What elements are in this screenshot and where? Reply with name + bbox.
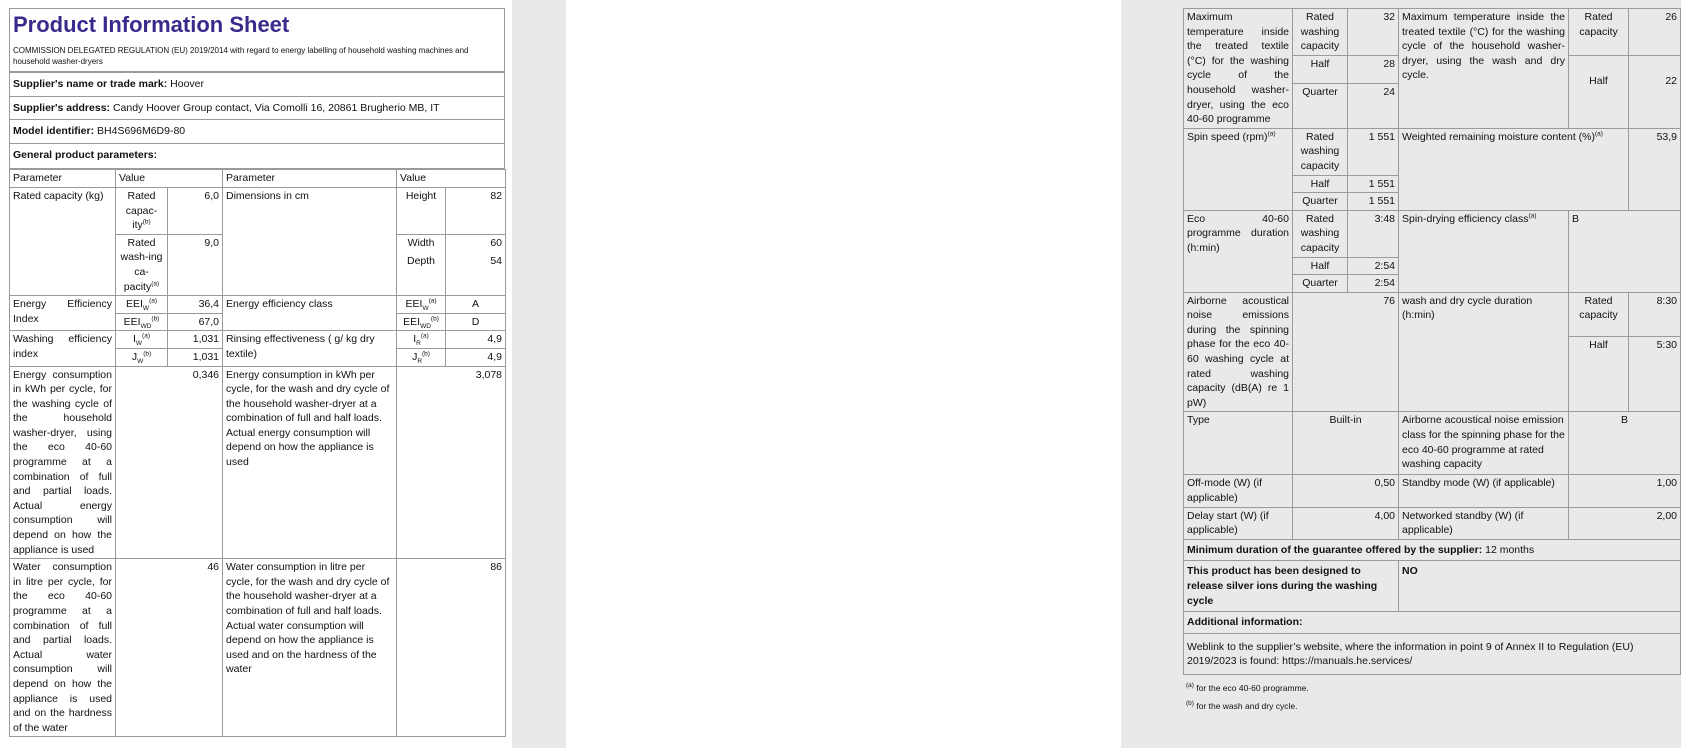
col-value-2: Value (397, 170, 506, 188)
rinse-label: Rinsing effectiveness ( g/ kg dry textile) (223, 331, 397, 366)
r-subscript: R (416, 340, 421, 348)
supplier-name-value: Hoover (170, 78, 204, 90)
supplier-name-row (10, 73, 505, 97)
max-temp-half-value: 28 (1348, 55, 1399, 83)
rated-cap-text: Rated capac-ity (125, 189, 158, 232)
a-footnote: (a) (149, 297, 158, 305)
water-cons-value: 46 (116, 559, 223, 737)
page-title: Product Information Sheet (13, 12, 290, 37)
iw-symbol (116, 331, 168, 349)
wd-subscript: WD (140, 322, 152, 330)
noise-class-label: Airborne acoustical noise emission class for the spinning phase for the eco 40-60 programme at rated washing capacity (1399, 412, 1569, 475)
ee-class-label: Energy efficiency class (223, 296, 397, 331)
r-subscript: R (417, 358, 423, 365)
model-row (10, 120, 505, 144)
col-parameter-2: Parameter (223, 170, 397, 188)
header-info-table (9, 72, 505, 169)
wash-eff-label: Washing efficiency index (10, 331, 116, 366)
eeiwd-symbol (116, 313, 168, 331)
wd-subscript: WD (420, 322, 431, 330)
wd-duration-rated-value: 8:30 (1629, 292, 1681, 337)
spin-half-label: Half (1293, 175, 1348, 193)
ir-value: 4,9 (446, 331, 506, 349)
type-value: Built-in (1293, 412, 1399, 475)
silver-label: This product has been designed to release silver ions during the washing cycle (1184, 561, 1399, 612)
wd-duration-half-value: 5:30 (1629, 337, 1681, 412)
eei-label: Energy Efficiency Index (10, 296, 116, 331)
col-parameter-1: Parameter (10, 170, 116, 188)
width-label: Width (407, 236, 435, 249)
max-temp-rated-label: Rated washing capacity (1293, 9, 1348, 56)
weblink-value[interactable]: https://manuals.he.services/ (1282, 655, 1413, 668)
delay-row (1184, 507, 1681, 539)
additional-row (1184, 612, 1681, 634)
j-text: J (412, 350, 418, 363)
additional-label: Additional information: (1184, 612, 1681, 634)
a-footnote: (a) (142, 332, 150, 340)
jr-value: 4,9 (446, 348, 506, 366)
eeiw-symbol (116, 296, 168, 314)
water-cons-label: Water consumption in litre per cycle, for the eco 40-60 programme at a combination of full and partial loads. Actual water consumption will depend on how the appliance is used and on the hardness of the water (10, 559, 116, 737)
j-text: J (131, 350, 138, 363)
a-footnote: (a) (1267, 130, 1276, 138)
rated-cap-value: 6,0 (168, 187, 223, 234)
max-temp-quarter-label: Quarter (1293, 83, 1348, 128)
general-params-label: General product parameters: (10, 143, 505, 169)
noise-value: 76 (1293, 292, 1399, 412)
max-temp-half-label: Half (1293, 55, 1348, 83)
noise-label: Airborne acoustical noise emissions during the spinning phase for the eco 40-60 washing cycle at rated washing capacity (dB(A) re 1 pW) (1184, 292, 1293, 412)
wd-duration-half-label: Half (1569, 337, 1629, 412)
max-temp-wd-label: Maximum temperature inside the treated textile (°C) for the washing cycle of the household washer-dryer, using the wash and dry cycle. (1399, 9, 1569, 129)
max-temp-rated-value: 32 (1348, 9, 1399, 56)
rated-wash-value: 9,0 (168, 234, 223, 295)
b-footnote: (b) (151, 315, 160, 323)
spin-label-cell (1184, 128, 1293, 210)
spin-row-1 (1184, 128, 1681, 175)
standby-label: Standby mode (W) (if applicable) (1399, 475, 1569, 507)
duration-quarter-label: Quarter (1293, 275, 1348, 293)
energy-consumption-row (10, 366, 506, 559)
footnote-a-text: for the eco 40-60 programme. (1196, 682, 1309, 693)
general-params-row (10, 143, 505, 169)
max-temp-quarter-value: 24 (1348, 83, 1399, 128)
max-temp-wd-half-value: 22 (1629, 55, 1681, 128)
i-text: I (132, 333, 136, 346)
offmode-label: Off-mode (W) (if applicable) (1184, 475, 1293, 507)
w-subscript: W (142, 305, 150, 313)
silver-row (1184, 561, 1681, 612)
water-cons-wd-label: Water consumption in litre per cycle, for the wash and dry cycle of the household washer-dryer at a combination of full and half loads. Actual water consumption will depend on how the appliance is used and on the hardness of the water (223, 559, 397, 737)
ee-class-wd-symbol (397, 313, 446, 331)
dimensions-label: Dimensions in cm (223, 187, 397, 295)
page-1 (0, 0, 512, 748)
width-depth-values (446, 234, 506, 295)
width-value: 60 (490, 236, 503, 249)
ir-symbol (397, 331, 446, 349)
w-subscript: W (422, 305, 429, 313)
product-sheet-part-1 (9, 8, 505, 737)
spin-class-label: Spin-drying efficiency class (1402, 212, 1529, 225)
max-temp-wd-rated-label: Rated capacity (1569, 9, 1629, 56)
jw-symbol (116, 348, 168, 366)
supplier-address-row (10, 96, 505, 120)
ee-class-w-value: A (446, 296, 506, 314)
rated-capacity-label: Rated capacity (kg) (10, 187, 116, 295)
offmode-row (1184, 475, 1681, 507)
width-depth-labels (397, 234, 446, 295)
eei-text: EEI (403, 315, 421, 328)
offmode-value: 0,50 (1293, 475, 1399, 507)
a-footnote: (a) (1594, 130, 1603, 138)
duration-rated-value: 3:48 (1348, 210, 1399, 257)
iw-value: 1,031 (168, 331, 223, 349)
w-subscript: W (135, 340, 143, 348)
model-label: Model identifier: (13, 125, 95, 138)
duration-half-label: Half (1293, 257, 1348, 275)
moisture-label-cell (1399, 128, 1629, 210)
type-row (1184, 412, 1681, 475)
energy-cons-value: 0,346 (116, 366, 223, 559)
product-sheet-part-2 (1183, 8, 1680, 715)
rated-wash-footnote: (a) (151, 280, 160, 288)
jr-symbol (397, 348, 446, 366)
duration-rated-label: Rated washing capacity (1293, 210, 1348, 257)
spin-label: Spin speed (rpm) (1187, 130, 1268, 143)
params-table-2 (1183, 8, 1681, 675)
wd-duration-rated-label: Rated capacity (1569, 292, 1629, 337)
weblink-cell (1184, 633, 1681, 674)
silver-value: NO (1399, 561, 1681, 612)
a-footnote: (a) (1528, 212, 1537, 220)
spin-class-value: B (1569, 210, 1681, 292)
standby-value: 1,00 (1569, 475, 1681, 507)
networked-value: 2,00 (1569, 507, 1681, 539)
delay-label: Delay start (W) (if applicable) (1184, 507, 1293, 539)
supplier-address-value: Candy Hoover Group contact, Via Comolli 16, 20861 Brugherio MB, IT (112, 101, 440, 114)
duration-quarter-value: 2:54 (1348, 275, 1399, 293)
guarantee-label: Minimum duration of the guarantee offered by the supplier: (1187, 543, 1483, 556)
energy-cons-label: Energy consumption in kWh per cycle, for the washing cycle of the household washer-dryer, using the eco 40-60 programme at a combination of full and partial loads. Actual energy consumption will depend on how the appliance is used (10, 366, 116, 559)
spin-quarter-value: 1 551 (1348, 193, 1399, 211)
page-2 (566, 0, 1677, 748)
max-temp-wd-rated-value: 26 (1629, 9, 1681, 56)
energy-cons-wd-label: Energy consumption in kWh per cycle, for the wash and dry cycle of the household washer-dryer at a combination of full and half loads. Actual energy consumption will depend on how the appliance is used (223, 366, 397, 559)
footnote-a (1183, 679, 1680, 697)
jw-value: 1,031 (168, 348, 223, 366)
footnote-b-text: for the wash and dry cycle. (1196, 700, 1298, 711)
b-footnote: (b) (430, 315, 439, 323)
footnote-b-mark: (b) (1186, 700, 1194, 708)
delay-value: 4,00 (1293, 507, 1399, 539)
footnote-a-mark: (a) (1186, 682, 1194, 690)
w-subscript: W (137, 358, 144, 365)
guarantee-cell (1184, 539, 1681, 561)
height-label: Height (397, 187, 446, 234)
spin-half-value: 1 551 (1348, 175, 1399, 193)
water-cons-wd-value: 86 (397, 559, 506, 737)
i-text: I (413, 333, 417, 346)
supplier-name-label: Supplier's name or trade mark: (13, 78, 168, 90)
b-footnote: (b) (422, 350, 430, 358)
noise-row-1 (1184, 292, 1681, 337)
rated-capacity-row-1 (10, 187, 506, 234)
spin-quarter-label: Quarter (1293, 193, 1348, 211)
guarantee-value: 12 months (1485, 543, 1535, 556)
depth-label: Depth (407, 255, 436, 268)
water-consumption-row (10, 559, 506, 737)
type-label: Type (1184, 412, 1293, 475)
duration-half-value: 2:54 (1348, 257, 1399, 275)
height-value: 82 (446, 187, 506, 234)
spin-class-label-cell (1399, 210, 1569, 292)
rated-cap-footnote: (b) (142, 218, 151, 226)
moisture-label: Weighted remaining moisture content (%) (1402, 130, 1595, 143)
a-footnote: (a) (428, 297, 437, 305)
eei-text: EEI (125, 298, 143, 311)
rated-wash-text: Rated wash-ing ca-pacity (120, 236, 163, 293)
rated-wash-sublabel (116, 234, 168, 295)
spin-rated-label: Rated washing capacity (1293, 128, 1348, 175)
ee-class-wd-value: D (446, 313, 506, 331)
noise-class-value: B (1569, 412, 1681, 475)
model-value: BH4S696M6D9-80 (97, 125, 186, 138)
networked-label: Networked standby (W) (if applicable) (1399, 507, 1569, 539)
guarantee-row (1184, 539, 1681, 561)
eei-text: EEI (405, 298, 423, 311)
eei-text: EEI (123, 315, 141, 328)
b-footnote: (b) (143, 350, 152, 358)
depth-value: 54 (490, 255, 503, 268)
max-temp-row-1 (1184, 9, 1681, 56)
wash-eff-row-1 (10, 331, 506, 349)
duration-label: Eco 40-60 programme duration (h:min) (1184, 210, 1293, 292)
eeiwd-value: 67,0 (168, 313, 223, 331)
col-value-1: Value (116, 170, 223, 188)
weblink-label: Weblink to the supplier’s website, where the information in point 9 of Annex II to Regulation (EU) 2019/2023 is found: (1187, 640, 1634, 668)
spin-rated-value: 1 551 (1348, 128, 1399, 175)
max-temp-wd-half-label: Half (1569, 55, 1629, 128)
wd-duration-label: wash and dry cycle duration (h:min) (1399, 292, 1569, 412)
eeiw-value: 36,4 (168, 296, 223, 314)
duration-row-1 (1184, 210, 1681, 257)
footnote-b (1183, 697, 1680, 715)
weblink-row (1184, 633, 1681, 674)
rated-cap-sublabel (116, 187, 168, 234)
eei-row-1 (10, 296, 506, 314)
ee-class-w-symbol (397, 296, 446, 314)
supplier-address-label: Supplier's address: (13, 101, 111, 114)
general-params-table (9, 169, 506, 737)
moisture-value: 53,9 (1629, 128, 1681, 210)
max-temp-label: Maximum temperature inside the treated textile (°C) for the washing cycle of the household washer-dryer, using the eco 40-60 programme (1184, 9, 1293, 129)
energy-cons-wd-value: 3,078 (397, 366, 506, 559)
a-footnote: (a) (420, 332, 429, 340)
regulation-text: COMMISSION DELEGATED REGULATION (EU) 2019/2014 with regard to energy labelling of household washing machines and household washer-dryers (13, 46, 469, 66)
column-headers-row (10, 170, 506, 188)
